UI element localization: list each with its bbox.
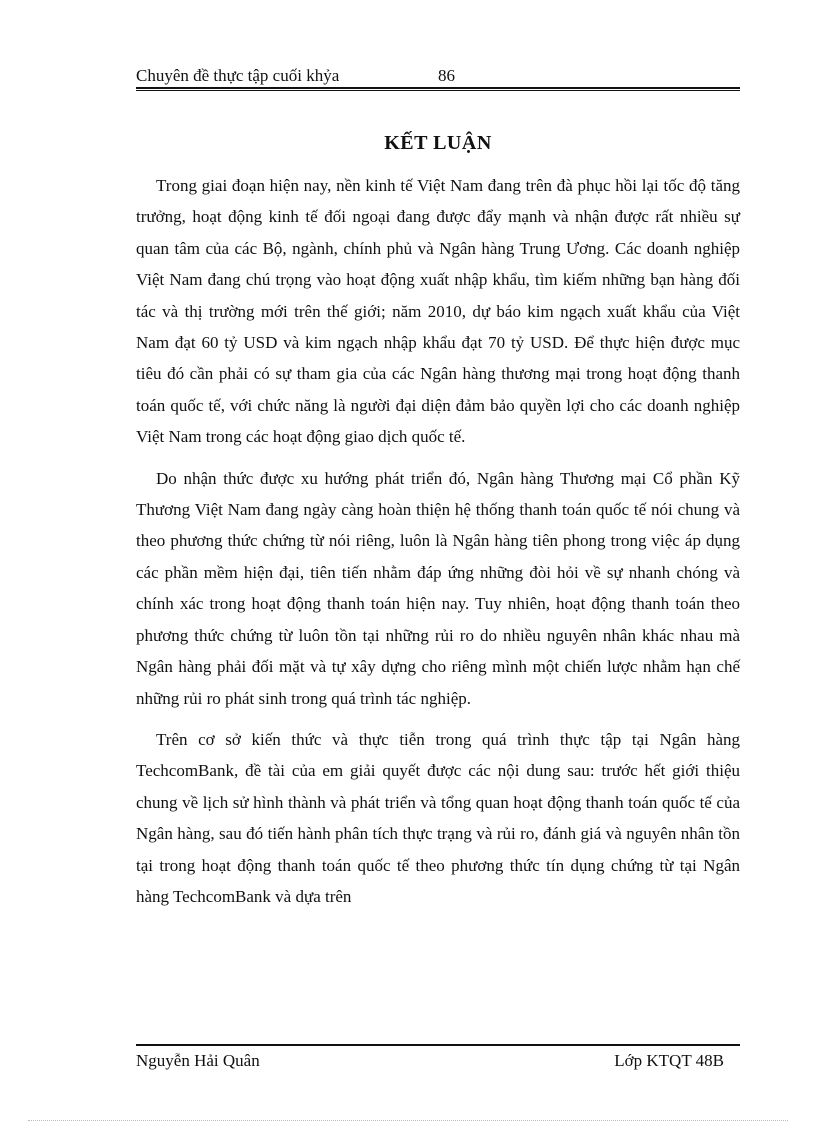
- page-number: 86: [438, 66, 455, 85]
- page-footer: [136, 1051, 740, 1073]
- paragraph: Trên cơ sở kiến thức và thực tiễn trong quá trình thực tập tại Ngân hàng TechcomBank, đề tài của em giải quyết được các nội dung sau: trước hết giới thiệu chung về lịch sử hình thành và phát triển và tổng quan hoạt động thanh toán quốc tế của Ngân hàng, sau đó tiến hành phân tích thực trạng và rủi ro, đánh giá và nguyên nhân tồn tại trong hoạt động thanh toán quốc tế theo phương thức tín dụng chứng từ tại Ngân hàng TechcomBank và dựa trên: [136, 729, 740, 906]
- paragraph: Trong giai đoạn hiện nay, nền kinh tế Việt Nam đang trên đà phục hồi lại tốc độ tăng trưởng, hoạt động kinh tế đối ngoại đang được đẩy mạnh và nhận được rất nhiều sự quan tâm của các Bộ, ngành, chính phủ và Ngân hàng Trung Ương. Các doanh nghiệp Việt Nam đang chú trọng vào hoạt động xuất nhập khẩu, tìm kiếm những bạn hàng đối tác và thị trường mới trên thế giới; năm 2010, dự báo kim ngạch xuất khẩu của Việt Nam đạt 60 tỷ USD và kim ngạch nhập khẩu đạt 70 tỷ USD. Để thực hiện được mục tiêu đó cần phải có sự tham gia của các Ngân hàng thương mại trong hoạt động thanh toán quốc tế, với chức năng là người đại diện đảm bảo quyền lợi cho các doanh nghiệp Việt Nam trong các hoạt động giao dịch quốc tế.: [136, 176, 740, 447]
- page-header: [136, 66, 740, 88]
- header-divider: [136, 87, 740, 91]
- section-heading: KẾT LUẬN: [384, 132, 492, 154]
- footer-author: Nguyễn Hải Quân: [136, 1051, 260, 1070]
- footer-class-label: Lớp KTQT 48B: [614, 1051, 724, 1070]
- page-edge-divider: [28, 1120, 788, 1121]
- header-title: Chuyên đề thực tập cuối khỷa: [136, 66, 340, 85]
- paragraph: Do nhận thức được xu hướng phát triển đó, Ngân hàng Thương mại Cổ phần Kỹ Thương Việt Nam đang ngày càng hoàn thiện hệ thống thanh toán quốc tế nói chung và theo phương thức chứng từ nói riêng, luôn là Ngân hàng tiên phong trong việc áp dụng các phần mềm hiện đại, tiên tiến nhằm đáp ứng những đòi hỏi về sự nhanh chóng và chính xác trong hoạt động thanh toán hiện nay. Tuy nhiên, hoạt động thanh toán theo phương thức chứng từ luôn tồn tại những rủi ro do nhiều nguyên nhân khác nhau mà Ngân hàng phải đối mặt và tự xây dựng cho riêng mình một chiến lược nhằm hạn chế những rủi ro phát sinh trong quá trình tác nghiệp.: [136, 468, 740, 708]
- body-text: [136, 170, 740, 922]
- footer-divider: [136, 1044, 740, 1046]
